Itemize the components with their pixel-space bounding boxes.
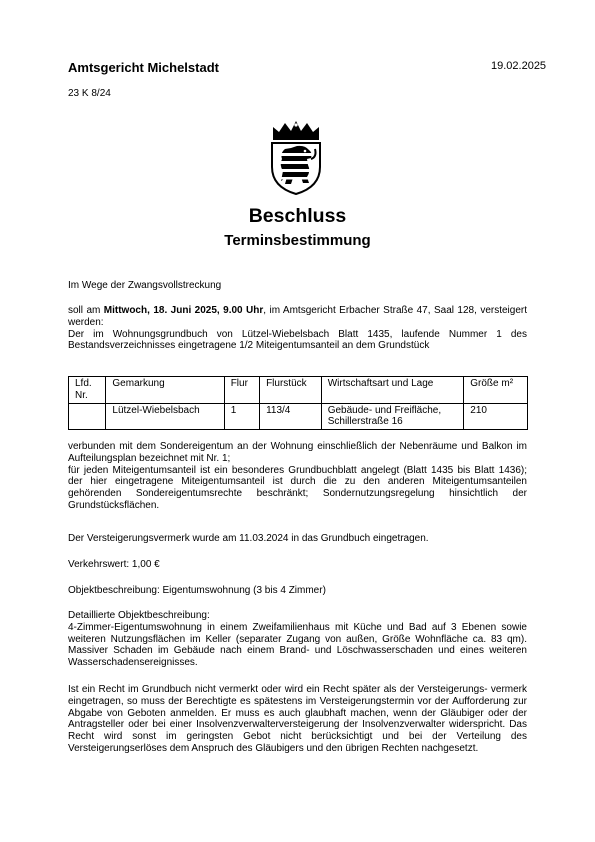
document-subtitle: Terminsbestimmung [224,232,371,249]
sondereigentum-line-1: verbunden mit dem Sondereigentum an der Wohnung einschließlich der Nebenräume und Balkon im Aufteilungsplan bezeichnet mit Nr. 1; [68,441,527,464]
termin-line [68,305,527,329]
cell-lfd-nr [69,403,106,430]
termin-location: , im Amtsgericht Erbacher Straße 47, Saal 128, versteigert werden: [68,305,528,328]
court-name: Amtsgericht Michelstadt [68,60,219,75]
header-wirtschaftsart: Wirtschaftsart und Lage [321,377,464,404]
rechte-paragraph: Ist ein Recht im Grundbuch nicht vermerkt oder wird ein Recht später als der Versteigerungs- vermerk eingetragen, so muss der Berechtigte es spätestens im Versteigerungstermin vor der Aufforderung zur Abgabe von Geboten anmelden. Er muss es auch glaubhaft machen, wenn der Gläubiger oder der Antragsteller oder bei einer Insolvenzverwalterversteigerung der Insolvenzverwalter widerspricht. Das Recht wird sonst im geringsten Gebot nicht berücksichtigt und bei der Verteilung des Versteigerungserlöses dem Anspruch des Gläubigers und den übrigen Rechten nachgesetzt. [68,684,527,754]
versteigerungsvermerk-paragraph: Der Versteigerungsvermerk wurde am 11.03.2024 in das Grundbuch eingetragen. [68,533,429,544]
header-flurstueck: Flurstück [260,377,322,404]
sondereigentum-paragraph [68,441,527,512]
table-row [69,403,528,430]
detail-paragraph [68,610,527,669]
header-lfd-nr: Lfd. Nr. [69,377,106,404]
cell-groesse: 210 [464,403,528,430]
hessen-coat-of-arms-icon [267,119,325,195]
verkehrswert-paragraph: Verkehrswert: 1,00 € [68,559,160,570]
sondereigentum-line-2: für jeden Miteigentumsanteil ist ein besonderes Grundbuchblatt angelegt (Blatt 1435 bis Blatt 1436); der hier eingetragene Miteigentumsanteil ist durch die zu den anderen Miteigentumsanteilen gehörenden Sondereigentumsrechte beschränkt; Sondernutzungsregelung hinsichtlich der Grundstücksflächen. [68,464,527,511]
termin-grundbuch: Der im Wohnungsgrundbuch von Lützel-Wiebelsbach Blatt 1435, laufende Nummer 1 des Bestandsverzeichnisses eingetragene 1/2 Miteigentumsanteil an dem Grundstück [68,328,527,352]
cell-flur: 1 [224,403,259,430]
detail-text: 4-Zimmer-Eigentumswohnung in einem Zweifamilienhaus mit Küche und Bad auf 3 Ebenen sowie weiteren Nutzungsflächen im Keller (separater Zugang von außen, Größe Wohnfläche ca. 83 qm). Massiver Schaden im Gebäude nach einem Brand- und Löschwasserschaden und eines weiteren Wasserschadensereignisses. [68,621,527,669]
termin-paragraph [68,305,527,352]
header-flur: Flur [224,377,259,404]
cell-flurstueck: 113/4 [260,403,322,430]
detail-heading: Detaillierte Objektbeschreibung: [68,610,210,621]
header-gemarkung: Gemarkung [106,377,224,404]
termin-datetime: Mittwoch, 18. Juni 2025, 9.00 Uhr [103,305,264,316]
cell-wirtschaftsart: Gebäude- und Freifläche, Schillerstraße 16 [321,403,464,430]
property-table [68,376,528,430]
cell-gemarkung: Lützel-Wiebelsbach [106,403,224,430]
termin-prefix: soll am [68,305,104,316]
intro-paragraph: Im Wege der Zwangsvollstreckung [68,280,222,291]
document-date: 19.02.2025 [491,60,547,72]
objektbeschreibung-paragraph: Objektbeschreibung: Eigentumswohnung (3 bis 4 Zimmer) [68,585,326,596]
table-header-row [69,377,528,404]
header-groesse: Größe m² [464,377,528,404]
document-title: Beschluss [248,205,347,227]
case-number: 23 K 8/24 [68,88,111,99]
